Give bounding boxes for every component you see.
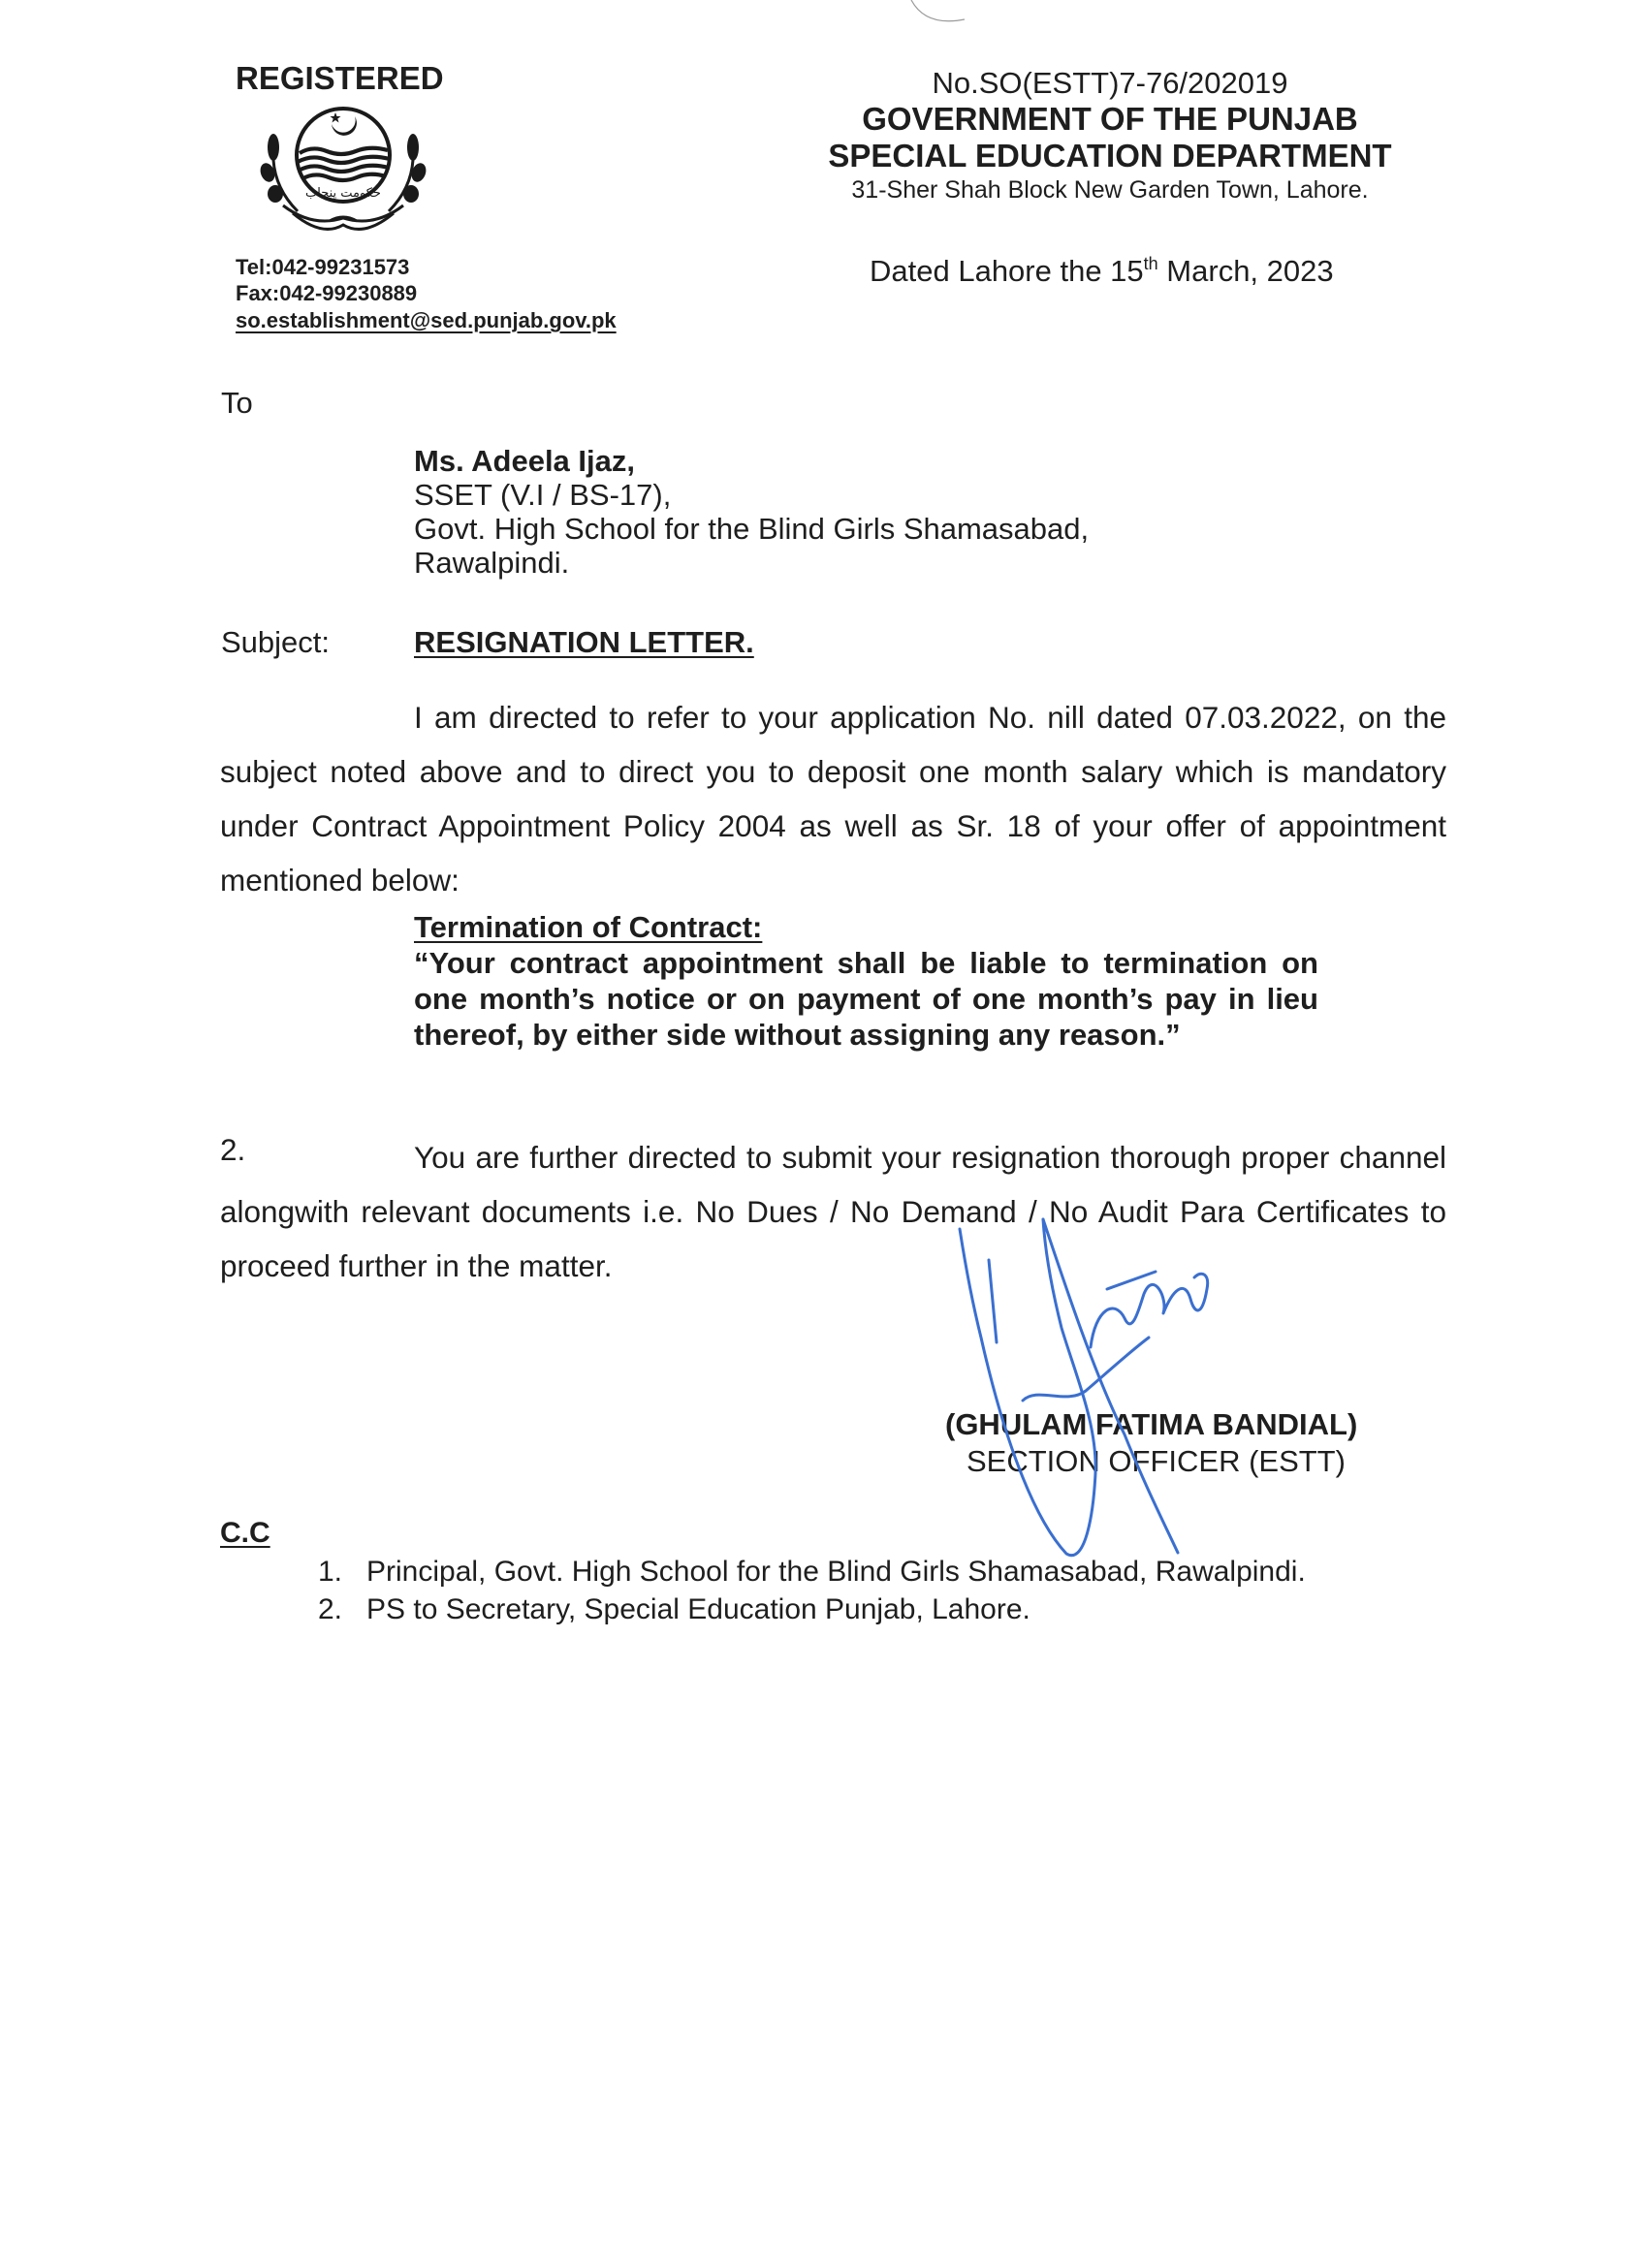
crest-text: حکومت پنجاب [305, 186, 381, 201]
subject-label: Subject: [221, 625, 331, 659]
cc-item-number: 2. [318, 1593, 343, 1625]
to-label: To [221, 386, 253, 420]
cc-item-number: 1. [318, 1556, 343, 1588]
email-link[interactable]: so.establishment@sed.punjab.gov.pk [236, 308, 617, 332]
signatory-name: (GHULAM FATIMA BANDIAL) [945, 1407, 1358, 1441]
date-rest: March, 2023 [1157, 254, 1334, 288]
government-title: GOVERNMENT OF THE PUNJAB [862, 101, 1358, 137]
date-prefix: Dated Lahore the 15 [870, 254, 1144, 288]
recipient-designation: SSET (V.I / BS-17), [414, 478, 672, 512]
letter-date [870, 254, 1334, 289]
cc-item [318, 1591, 1306, 1628]
recipient-city: Rawalpindi. [414, 546, 570, 580]
fax-number: Fax:042-99230889 [236, 281, 418, 305]
contract-clause [414, 909, 1318, 1053]
scan-artifact-curve [902, 0, 989, 29]
clause-title: Termination of Contract: [414, 910, 763, 944]
letterhead [776, 66, 1444, 205]
signatory-title: SECTION OFFICER (ESTT) [967, 1444, 1346, 1478]
recipient-name: Ms. Adeela Ijaz, [414, 444, 635, 478]
body-paragraph-2: You are further directed to submit your resignation thorough proper channel alongwith relevant documents i.e. No Dues / No Demand / No Audit Para Certificates to proceed further in the matter. [220, 1140, 1446, 1283]
paragraph-number-2: 2. [220, 1132, 246, 1167]
cc-item [318, 1553, 1306, 1591]
signature-crossbar [1023, 1338, 1149, 1401]
department-title: SPECIAL EDUCATION DEPARTMENT [828, 138, 1392, 173]
addressee-block [414, 444, 1089, 580]
body-paragraph-1: I am directed to refer to your application No. nill dated 07.03.2022, on the subject noted above and to direct you to deposit one month salary which is mandatory under Contract Appointment Policy 2004 as well as Sr. 18 of your offer of appointment mentioned below: [220, 700, 1446, 898]
cc-item-text: Principal, Govt. High School for the Blind Girls Shamasabad, Rawalpindi. [366, 1556, 1306, 1588]
cc-item-text: PS to Secretary, Special Education Punjab, Lahore. [366, 1593, 1030, 1625]
telephone-number: Tel:042-99231573 [236, 255, 410, 279]
cc-label: C.C [220, 1517, 270, 1549]
clause-text: “Your contract appointment shall be liable to termination on one month’s notice or on payment of one month’s pay in lieu thereof, by either side without assigning any reason.” [414, 946, 1318, 1052]
department-address: 31-Sher Shah Block New Garden Town, Lahore. [851, 176, 1369, 204]
recipient-school: Govt. High School for the Blind Girls Shamasabad, [414, 512, 1090, 546]
registered-label: REGISTERED [236, 60, 444, 96]
subject-value: RESIGNATION LETTER. [414, 625, 754, 659]
date-ordinal: th [1143, 254, 1158, 273]
reference-number: No.SO(ESTT)7-76/202019 [932, 66, 1288, 100]
cc-list [318, 1553, 1306, 1628]
punjab-crest-icon [254, 97, 438, 247]
